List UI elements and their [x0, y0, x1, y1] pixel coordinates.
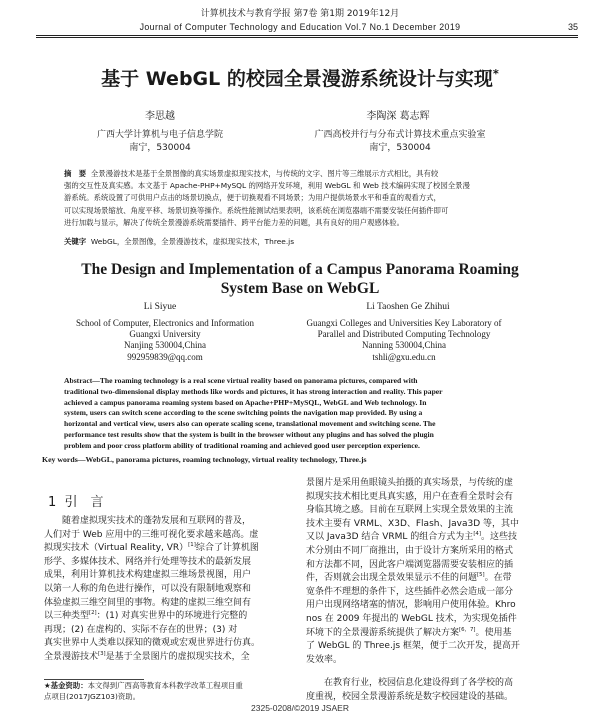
- affiliation-cn-left-name: 广西大学计算机与电子信息学院: [96, 130, 223, 140]
- affiliation-en-right-line: Parallel and Distributed Computing Technology: [317, 329, 491, 340]
- body-line: 以三种类型[2]：(1) 对真实世界中的环境进行完整的: [44, 610, 248, 622]
- paper-title-cn: [40, 66, 560, 92]
- author-cn-right: 李陶深 葛志辉: [366, 111, 430, 122]
- body-line: 技术主要有 VRML、X3D、Flash、Java3D 等，其中: [306, 518, 519, 529]
- page-number: 35: [567, 22, 578, 32]
- section-number: 1: [48, 495, 57, 510]
- citation[interactable]: [1]: [188, 542, 196, 549]
- affiliation-cn-left-city: 南宁，530004: [129, 143, 191, 153]
- affiliation-cn-right: [282, 129, 518, 155]
- citation[interactable]: [4]: [473, 531, 481, 538]
- body-line: 形学、多媒体技术、网络并行处理等技术的最新发展: [44, 556, 252, 567]
- footnote: ★基金资助：本文得到广西高等教育本科教学改革工程项目重 点项目(2017JGZ103)资助。: [44, 681, 294, 702]
- body-line: nos 在 2009 年提出的 WebGL 技术，为实现免插件: [306, 613, 517, 624]
- keywords-cn-text: WebGL，全景图像，全景漫游技术，虚拟现实技术，Three.js: [90, 237, 295, 246]
- affiliation-cn-left: [70, 129, 250, 155]
- title-footnote-star: *: [492, 66, 499, 81]
- title-cn-text: 基于 WebGL 的校园全景漫游系统设计与实现: [101, 68, 493, 90]
- abstract-en: [64, 376, 564, 452]
- body-line: 度重视，校园全景漫游系统是数字校园建设的基础。: [306, 691, 514, 702]
- abstract-en-line: horizontal and vertical view, users also can operate scaling scene, translational movement and switching scene. The: [64, 419, 436, 429]
- footnote-label: ★基金资助：: [44, 681, 88, 690]
- header-rule-double: [36, 37, 578, 38]
- citation[interactable]: [5]: [477, 572, 485, 579]
- affiliation-en-right-line: Nanning 530004,China: [362, 340, 446, 351]
- body-line: 在教育行业，校园信息化建设得到了各学校的高: [306, 678, 514, 689]
- right-column-body: [306, 477, 560, 705]
- body-line: 成果，利用计算机技术构建虚拟三维场景视图，用户: [44, 570, 252, 581]
- body-line: 和方法都不同，因此客户端浏览器需要安装相应的插: [306, 559, 514, 570]
- body-line: 用户出现网络堵塞的情况，影响用户使用体验。Khro: [306, 600, 516, 611]
- affiliation-cn-right-name: 广西高校并行与分布式计算技术重点实验室: [314, 130, 486, 140]
- body-line: 随着虚拟现实技术的蓬勃发展和互联网的普及，: [44, 516, 252, 526]
- body-line: 人们对于 Web 应用中的三维可视化要求越来越高。虚: [44, 529, 259, 540]
- abstract-en-line: performance test results show that the system is built in the browser without any plugins and has solved the plugin: [64, 429, 434, 439]
- body-line: 又以 Java3D 结合 VRML 的组合方式为主[4]。这些技: [306, 531, 517, 543]
- section-title: 引 言: [64, 495, 104, 510]
- email-left[interactable]: 992959839@qq.com: [127, 351, 203, 362]
- email-right[interactable]: tshli@gxu.edu.cn: [372, 351, 436, 362]
- body-line: 了 WebGL 的 Three.js 框架，便于二次开发，提高开: [306, 641, 520, 652]
- title-en-line2: System Base on WebGL: [220, 280, 380, 297]
- keywords-en-text: —WebGL, panorama pictures, roaming technology, virtual reality technology, Three.js: [77, 455, 367, 464]
- author-en-right: Li Taoshen Ge Zhihui: [366, 302, 450, 312]
- keywords-cn: [64, 236, 554, 248]
- affiliation-en-right-line: Guangxi Colleges and Universities Key Laboratory of: [306, 318, 502, 328]
- footnote-rule: [44, 679, 144, 680]
- body-line: 件，否则就会出现全景效果显示不佳的问题[5]。在带: [306, 572, 512, 584]
- keywords-cn-label: 关键字: [64, 237, 87, 246]
- keywords-en: [42, 454, 562, 465]
- abstract-cn-line: 游系统。系统设置了可供用户点击的场景切换点，便于切换观看不同场景；为用户提供场景水平和垂直的观看方式，: [64, 193, 441, 203]
- abstract-cn-label: 摘 要: [64, 169, 87, 178]
- abstract-en-line: achieved a campus panorama roaming system based on Apache+PHP+MySQL, WebGL and Web technology. In: [64, 397, 427, 407]
- abstract-en-line: problem and poor cross platform ability of traditional roaming and achieved good user perception experience.: [64, 440, 420, 450]
- abstract-en-line: traditional two-dimensional display methods like words and pictures, it has strong interaction and reality. This paper: [64, 386, 443, 396]
- header-rule: [36, 35, 578, 36]
- citation[interactable]: [6，7]: [459, 626, 476, 633]
- body-line: 术分别由不同厂商推出，由于设计方案所采用的格式: [306, 545, 514, 556]
- body-line: 体验虚拟三维空间里的事物。构建的虚拟三维空间有: [44, 597, 252, 608]
- body-line: 身临其境之感。目前在互联网上实现全景效果的主流: [306, 505, 514, 516]
- body-line: 全景漫游技术[3]是基于全景图片的虚拟现实技术，全: [44, 650, 250, 662]
- abstract-en-label: Abstract: [64, 376, 93, 385]
- body-line: 宽条件不理想的条件下，这些插件必然会造成一部分: [306, 586, 514, 597]
- journal-header-cn: 计算机技术与教育学报 第7卷 第1期 2019年12月: [200, 9, 400, 19]
- affiliation-en-left-line: Guangxi University: [129, 329, 201, 340]
- citation[interactable]: [3]: [98, 650, 106, 657]
- abstract-cn-line: 可以实现场景缩放、角度平移、场景切换等操作。系统性能测试结果表明，该系统在浏览器端不需要安装任何插件即可: [64, 205, 449, 215]
- body-line: 以第一人称的角色进行操作，可以没有限制地观察和: [44, 583, 252, 594]
- abstract-en-line: Abstract—The roaming technology is a real scene virtual reality based on panorama pictures, compared with: [64, 376, 418, 385]
- abstract-en-line: system, users can switch scene according to the scene switching points the navigation map provided. By using a: [64, 408, 423, 418]
- author-cn-left: 李思越: [145, 111, 175, 122]
- abstract-cn-line: 强的交互性及真实感。本文基于 Apache-PHP+MySQL 的网络开发环境，利用 WebGL 和 Web 技术编码实现了校园全景漫: [64, 181, 470, 191]
- affiliation-en-left-line: School of Computer, Electronics and Information: [75, 318, 255, 328]
- body-line: 真实世界中人类难以探知的微观或宏观世界进行仿真。: [44, 638, 261, 649]
- citation[interactable]: [2]: [89, 610, 97, 617]
- paragraph-gap: [306, 667, 560, 677]
- body-line: 再现；(2) 在虚构的、实际不存在的世界；(3) 对: [44, 624, 238, 635]
- section-heading-1: [48, 494, 188, 512]
- issn-code: 2325-0208/©2019 JSAER: [251, 703, 349, 713]
- body-line: 环境下的全景漫游系统提供了解决方案[6，7]。使用基: [306, 626, 512, 638]
- affiliation-en-right: [282, 318, 526, 363]
- affiliation-en-left: [60, 318, 270, 363]
- author-en-left: Li Siyue: [143, 302, 177, 312]
- paper-title-en: [40, 260, 560, 298]
- affiliation-cn-right-city: 南宁，530004: [369, 143, 431, 153]
- affiliation-en-left-line: Nanjing 530004,China: [124, 340, 206, 351]
- abstract-cn: [64, 168, 554, 229]
- journal-header-en: Journal of Computer Technology and Education Vol.7 No.1 December 2019: [139, 22, 461, 32]
- abstract-cn-line: 进行加载与显示，解决了传统全景漫游系统需要插件、跨平台能力差的问题，具有良好的用户观感体验。: [64, 217, 404, 227]
- footnote-line: 点项目(2017JGZ103)资助。: [44, 691, 140, 701]
- body-line: 拟现实技术（Virtual Reality, VR）[1]综合了计算机图: [44, 542, 259, 554]
- body-line: 拟现实技术相比更具真实感，用户在查看全景时会有: [306, 491, 514, 502]
- keywords-en-label: Key words: [42, 455, 78, 464]
- body-line: 发效率。: [306, 654, 343, 665]
- title-en-line1: The Design and Implementation of a Campus Panorama Roaming: [81, 261, 519, 278]
- abstract-cn-line: 摘 要 全景漫游技术是基于全景图像的真实场景虚拟现实技术，与传统的文字、图片等三维展示方式相比，具有较: [64, 169, 439, 178]
- body-line: 景图片是采用鱼眼镜头拍摄的真实场景，与传统的虚: [306, 478, 514, 488]
- left-column-body: [44, 515, 292, 665]
